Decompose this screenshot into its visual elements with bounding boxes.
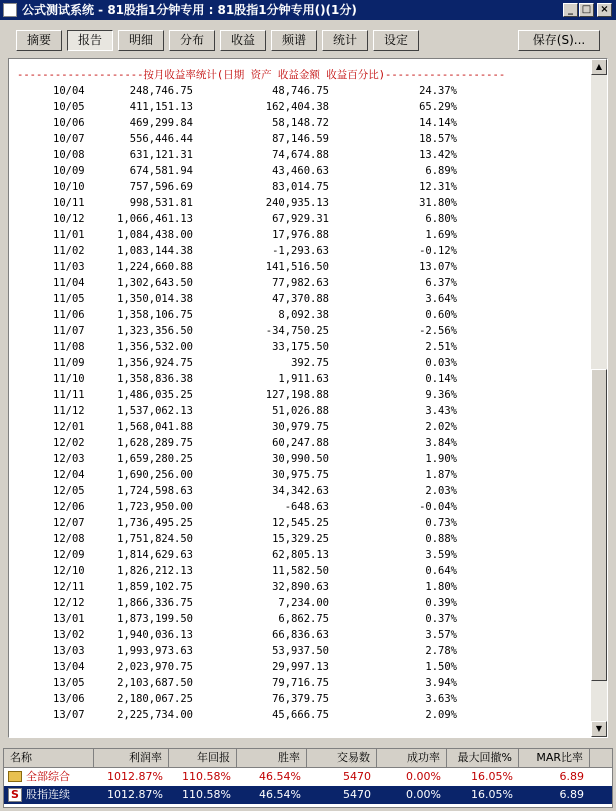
table-row bbox=[9, 115, 593, 131]
report-gain: 60,247.88 bbox=[272, 437, 329, 449]
report-pct: 6.80% bbox=[425, 213, 457, 225]
report-date: 11/07 bbox=[53, 325, 85, 337]
summary-value: 110.58% bbox=[182, 788, 231, 801]
report-pct: 2.78% bbox=[425, 645, 457, 657]
summary-name: 全部综合 bbox=[26, 770, 70, 783]
report-date: 10/10 bbox=[53, 181, 85, 193]
column-header[interactable]: 利润率 bbox=[94, 749, 169, 767]
report-asset: 1,751,824.50 bbox=[117, 533, 193, 545]
report-gain: 1,911.63 bbox=[278, 373, 329, 385]
report-date: 12/07 bbox=[53, 517, 85, 529]
table-row bbox=[9, 163, 593, 179]
report-date: 11/04 bbox=[53, 277, 85, 289]
table-row bbox=[9, 579, 593, 595]
report-date: 12/01 bbox=[53, 421, 85, 433]
report-pct: -0.12% bbox=[419, 245, 457, 257]
report-gain: 62,805.13 bbox=[272, 549, 329, 561]
report-asset: 411,151.13 bbox=[129, 101, 193, 113]
report-asset: 1,826,212.13 bbox=[117, 565, 193, 577]
table-row bbox=[9, 627, 593, 643]
column-header[interactable]: 名称 bbox=[4, 749, 94, 767]
report-asset: 248,746.75 bbox=[129, 85, 193, 97]
report-pct: 0.60% bbox=[425, 309, 457, 321]
report-asset: 1,859,102.75 bbox=[117, 581, 193, 593]
summary-table bbox=[3, 748, 613, 808]
report-pct: 6.89% bbox=[425, 165, 457, 177]
title-bar bbox=[0, 0, 616, 20]
report-date: 12/12 bbox=[53, 597, 85, 609]
table-row bbox=[9, 691, 593, 707]
summary-value: 0.00% bbox=[406, 788, 441, 801]
table-row bbox=[9, 307, 593, 323]
report-date: 10/09 bbox=[53, 165, 85, 177]
report-gain: 162,404.38 bbox=[265, 101, 329, 113]
report-asset: 1,356,532.00 bbox=[117, 341, 193, 353]
report-gain: 7,234.00 bbox=[278, 597, 329, 609]
report-pct: 0.03% bbox=[425, 357, 457, 369]
report-asset: 757,596.69 bbox=[129, 181, 193, 193]
report-pct: -2.56% bbox=[419, 325, 457, 337]
report-asset: 1,568,041.88 bbox=[117, 421, 193, 433]
report-gain: 76,379.75 bbox=[272, 693, 329, 705]
report-pct: 3.59% bbox=[425, 549, 457, 561]
report-pct: 3.63% bbox=[425, 693, 457, 705]
tab-summary[interactable]: 摘要 bbox=[16, 30, 62, 51]
vertical-scrollbar[interactable] bbox=[591, 59, 607, 737]
report-pct: 13.42% bbox=[419, 149, 457, 161]
report-gain: 11,582.50 bbox=[272, 565, 329, 577]
tab-statistics[interactable]: 统计 bbox=[322, 30, 368, 51]
table-row bbox=[9, 547, 593, 563]
table-row bbox=[9, 675, 593, 691]
report-gain: 45,666.75 bbox=[272, 709, 329, 721]
report-date: 12/08 bbox=[53, 533, 85, 545]
table-row bbox=[9, 259, 593, 275]
table-row bbox=[9, 451, 593, 467]
report-gain: 392.75 bbox=[291, 357, 329, 369]
report-pct: 1.50% bbox=[425, 661, 457, 673]
report-date: 10/05 bbox=[53, 101, 85, 113]
report-gain: 30,975.75 bbox=[272, 469, 329, 481]
summary-value: 16.05% bbox=[471, 788, 513, 801]
tab-returns[interactable]: 收益 bbox=[220, 30, 266, 51]
scroll-up-icon[interactable]: ▲ bbox=[591, 59, 607, 75]
report-date: 12/04 bbox=[53, 469, 85, 481]
report-panel[interactable] bbox=[8, 58, 608, 738]
report-gain: 87,146.59 bbox=[272, 133, 329, 145]
report-gain: 6,862.75 bbox=[278, 613, 329, 625]
report-date: 11/09 bbox=[53, 357, 85, 369]
report-date: 11/03 bbox=[53, 261, 85, 273]
report-gain: 43,460.63 bbox=[272, 165, 329, 177]
report-pct: 9.36% bbox=[425, 389, 457, 401]
report-date: 10/12 bbox=[53, 213, 85, 225]
report-date: 12/05 bbox=[53, 485, 85, 497]
report-asset: 1,736,495.25 bbox=[117, 517, 193, 529]
table-row bbox=[9, 387, 593, 403]
report-date: 13/07 bbox=[53, 709, 85, 721]
report-date: 10/11 bbox=[53, 197, 85, 209]
report-date: 12/10 bbox=[53, 565, 85, 577]
report-gain: 15,329.25 bbox=[272, 533, 329, 545]
report-pct: 0.88% bbox=[425, 533, 457, 545]
report-asset: 1,659,280.25 bbox=[117, 453, 193, 465]
report-pct: 31.80% bbox=[419, 197, 457, 209]
table-row bbox=[9, 707, 593, 723]
table-row bbox=[9, 243, 593, 259]
report-asset: 2,225,734.00 bbox=[117, 709, 193, 721]
report-asset: 1,814,629.63 bbox=[117, 549, 193, 561]
report-pct: -0.04% bbox=[419, 501, 457, 513]
report-asset: 1,724,598.63 bbox=[117, 485, 193, 497]
report-asset: 469,299.84 bbox=[129, 117, 193, 129]
summary-value: 5470 bbox=[343, 770, 371, 783]
report-asset: 2,180,067.25 bbox=[117, 693, 193, 705]
tab-distribution[interactable]: 分布 bbox=[169, 30, 215, 51]
report-date: 13/04 bbox=[53, 661, 85, 673]
table-row bbox=[9, 355, 593, 371]
report-gain: -648.63 bbox=[284, 501, 329, 513]
report-pct: 12.31% bbox=[419, 181, 457, 193]
report-pct: 1.80% bbox=[425, 581, 457, 593]
table-row bbox=[9, 659, 593, 675]
maximize-button[interactable]: □ bbox=[579, 3, 594, 17]
summary-header bbox=[4, 749, 612, 768]
report-date: 13/02 bbox=[53, 629, 85, 641]
table-row bbox=[9, 99, 593, 115]
table-row bbox=[9, 211, 593, 227]
summary-value: 1012.87% bbox=[107, 770, 163, 783]
table-row bbox=[9, 227, 593, 243]
report-asset: 1,356,924.75 bbox=[117, 357, 193, 369]
report-gain: 141,516.50 bbox=[265, 261, 329, 273]
report-pct: 1.90% bbox=[425, 453, 457, 465]
report-gain: 79,716.75 bbox=[272, 677, 329, 689]
table-row bbox=[9, 323, 593, 339]
table-row bbox=[9, 531, 593, 547]
report-asset: 556,446.44 bbox=[129, 133, 193, 145]
report-asset: 631,121.31 bbox=[129, 149, 193, 161]
scroll-down-icon[interactable]: ▼ bbox=[591, 721, 607, 737]
report-asset: 1,083,144.38 bbox=[117, 245, 193, 257]
table-row bbox=[9, 179, 593, 195]
series-s-icon: S bbox=[8, 788, 22, 802]
report-date: 10/07 bbox=[53, 133, 85, 145]
report-date: 11/10 bbox=[53, 373, 85, 385]
report-header: --------------------按月收益率统计(日期 资产 收益金额 收益百分比)------------------- bbox=[17, 69, 506, 81]
report-date: 13/01 bbox=[53, 613, 85, 625]
report-date: 13/06 bbox=[53, 693, 85, 705]
app-icon bbox=[3, 3, 17, 17]
report-asset: 1,690,256.00 bbox=[117, 469, 193, 481]
report-pct: 2.09% bbox=[425, 709, 457, 721]
table-row bbox=[9, 419, 593, 435]
report-asset: 1,302,643.50 bbox=[117, 277, 193, 289]
table-row bbox=[9, 611, 593, 627]
report-pct: 3.94% bbox=[425, 677, 457, 689]
report-date: 11/12 bbox=[53, 405, 85, 417]
report-date: 10/08 bbox=[53, 149, 85, 161]
column-header[interactable]: 年回报 bbox=[169, 749, 237, 767]
report-asset: 1,628,289.75 bbox=[117, 437, 193, 449]
report-asset: 1,866,336.75 bbox=[117, 597, 193, 609]
folder-icon bbox=[8, 771, 22, 782]
report-asset: 1,723,950.00 bbox=[117, 501, 193, 513]
table-row bbox=[9, 643, 593, 659]
report-pct: 13.07% bbox=[419, 261, 457, 273]
tab-detail[interactable]: 明细 bbox=[118, 30, 164, 51]
report-date: 13/03 bbox=[53, 645, 85, 657]
table-row bbox=[9, 499, 593, 515]
scroll-thumb[interactable] bbox=[591, 369, 607, 681]
summary-value: 16.05% bbox=[471, 770, 513, 783]
column-header[interactable]: 交易数 bbox=[307, 749, 377, 767]
report-date: 11/02 bbox=[53, 245, 85, 257]
report-asset: 1,537,062.13 bbox=[117, 405, 193, 417]
report-date: 11/06 bbox=[53, 309, 85, 321]
summary-value: 110.58% bbox=[182, 770, 231, 783]
report-asset: 1,940,036.13 bbox=[117, 629, 193, 641]
report-asset: 1,224,660.88 bbox=[117, 261, 193, 273]
table-row bbox=[9, 131, 593, 147]
report-asset: 1,486,035.25 bbox=[117, 389, 193, 401]
report-pct: 2.03% bbox=[425, 485, 457, 497]
report-gain: 240,935.13 bbox=[265, 197, 329, 209]
report-pct: 3.84% bbox=[425, 437, 457, 449]
summary-value: 46.54% bbox=[259, 788, 301, 801]
table-row bbox=[9, 195, 593, 211]
tab-spectrum[interactable]: 频谱 bbox=[271, 30, 317, 51]
report-date: 11/05 bbox=[53, 293, 85, 305]
tab-report[interactable]: 报告 bbox=[67, 30, 113, 51]
report-date: 11/11 bbox=[53, 389, 85, 401]
report-gain: 58,148.72 bbox=[272, 117, 329, 129]
table-row bbox=[9, 515, 593, 531]
table-row bbox=[9, 467, 593, 483]
table-row bbox=[9, 595, 593, 611]
report-asset: 1,358,836.38 bbox=[117, 373, 193, 385]
report-pct: 1.69% bbox=[425, 229, 457, 241]
toolbar bbox=[0, 22, 616, 56]
report-date: 12/11 bbox=[53, 581, 85, 593]
report-content bbox=[9, 59, 593, 737]
report-gain: 77,982.63 bbox=[272, 277, 329, 289]
report-gain: -1,293.63 bbox=[272, 245, 329, 257]
report-date: 11/08 bbox=[53, 341, 85, 353]
summary-value: 46.54% bbox=[259, 770, 301, 783]
report-date: 10/04 bbox=[53, 85, 85, 97]
report-gain: 29,997.13 bbox=[272, 661, 329, 673]
table-row bbox=[9, 403, 593, 419]
table-row bbox=[9, 147, 593, 163]
report-pct: 1.87% bbox=[425, 469, 457, 481]
table-row bbox=[9, 483, 593, 499]
report-pct: 0.64% bbox=[425, 565, 457, 577]
column-header[interactable]: 最大回撤% bbox=[447, 749, 519, 767]
report-pct: 3.64% bbox=[425, 293, 457, 305]
summary-value: 0.00% bbox=[406, 770, 441, 783]
report-pct: 0.14% bbox=[425, 373, 457, 385]
report-asset: 1,993,973.63 bbox=[117, 645, 193, 657]
column-header[interactable]: MAR比率 bbox=[519, 749, 590, 767]
report-gain: 17,976.88 bbox=[272, 229, 329, 241]
report-gain: 34,342.63 bbox=[272, 485, 329, 497]
report-pct: 2.51% bbox=[425, 341, 457, 353]
report-gain: 30,990.50 bbox=[272, 453, 329, 465]
window-title: 公式测试系统 - 81股指1分钟专用 : 81股指1分钟专用()(1分) bbox=[22, 3, 357, 17]
table-row bbox=[9, 435, 593, 451]
report-asset: 674,581.94 bbox=[129, 165, 193, 177]
summary-value: 6.89 bbox=[559, 788, 584, 801]
report-gain: 48,746.75 bbox=[272, 85, 329, 97]
report-date: 12/06 bbox=[53, 501, 85, 513]
report-date: 11/01 bbox=[53, 229, 85, 241]
report-asset: 1,066,461.13 bbox=[117, 213, 193, 225]
report-asset: 1,350,014.38 bbox=[117, 293, 193, 305]
summary-row-index[interactable] bbox=[4, 786, 612, 804]
summary-value: 5470 bbox=[343, 788, 371, 801]
report-asset: 2,103,687.50 bbox=[117, 677, 193, 689]
report-pct: 3.57% bbox=[425, 629, 457, 641]
report-asset: 1,323,356.50 bbox=[117, 325, 193, 337]
summary-name: 股指连续 bbox=[26, 788, 70, 801]
report-pct: 24.37% bbox=[419, 85, 457, 97]
report-pct: 2.02% bbox=[425, 421, 457, 433]
report-asset: 1,358,106.75 bbox=[117, 309, 193, 321]
report-date: 10/06 bbox=[53, 117, 85, 129]
column-header[interactable]: 成功率 bbox=[377, 749, 447, 767]
report-gain: 53,937.50 bbox=[272, 645, 329, 657]
report-pct: 0.39% bbox=[425, 597, 457, 609]
table-row bbox=[9, 275, 593, 291]
summary-value: 6.89 bbox=[559, 770, 584, 783]
table-row bbox=[9, 291, 593, 307]
report-pct: 0.73% bbox=[425, 517, 457, 529]
report-gain: 74,674.88 bbox=[272, 149, 329, 161]
report-gain: 83,014.75 bbox=[272, 181, 329, 193]
report-pct: 65.29% bbox=[419, 101, 457, 113]
table-row bbox=[9, 371, 593, 387]
table-row bbox=[9, 563, 593, 579]
report-gain: 33,175.50 bbox=[272, 341, 329, 353]
report-asset: 2,023,970.75 bbox=[117, 661, 193, 673]
report-date: 12/02 bbox=[53, 437, 85, 449]
report-gain: 30,979.75 bbox=[272, 421, 329, 433]
report-pct: 3.43% bbox=[425, 405, 457, 417]
report-date: 12/03 bbox=[53, 453, 85, 465]
report-date: 13/05 bbox=[53, 677, 85, 689]
summary-row-all[interactable] bbox=[4, 768, 612, 786]
table-row bbox=[9, 83, 593, 99]
report-gain: 67,929.31 bbox=[272, 213, 329, 225]
report-gain: -34,750.25 bbox=[265, 325, 329, 337]
report-pct: 0.37% bbox=[425, 613, 457, 625]
report-gain: 47,370.88 bbox=[272, 293, 329, 305]
report-pct: 14.14% bbox=[419, 117, 457, 129]
report-asset: 1,084,438.00 bbox=[117, 229, 193, 241]
summary-value: 1012.87% bbox=[107, 788, 163, 801]
report-asset: 998,531.81 bbox=[129, 197, 193, 209]
report-gain: 8,092.38 bbox=[278, 309, 329, 321]
report-gain: 12,545.25 bbox=[272, 517, 329, 529]
report-date: 12/09 bbox=[53, 549, 85, 561]
save-button[interactable]: 保存(S)... bbox=[518, 30, 600, 51]
report-pct: 18.57% bbox=[419, 133, 457, 145]
report-gain: 66,836.63 bbox=[272, 629, 329, 641]
report-pct: 6.37% bbox=[425, 277, 457, 289]
minimize-button[interactable]: _ bbox=[563, 3, 578, 17]
tab-settings[interactable]: 设定 bbox=[373, 30, 419, 51]
column-header[interactable]: 胜率 bbox=[237, 749, 307, 767]
close-button[interactable]: × bbox=[597, 3, 612, 17]
report-asset: 1,873,199.50 bbox=[117, 613, 193, 625]
table-row bbox=[9, 339, 593, 355]
report-gain: 127,198.88 bbox=[265, 389, 329, 401]
report-gain: 32,890.63 bbox=[272, 581, 329, 593]
report-gain: 51,026.88 bbox=[272, 405, 329, 417]
